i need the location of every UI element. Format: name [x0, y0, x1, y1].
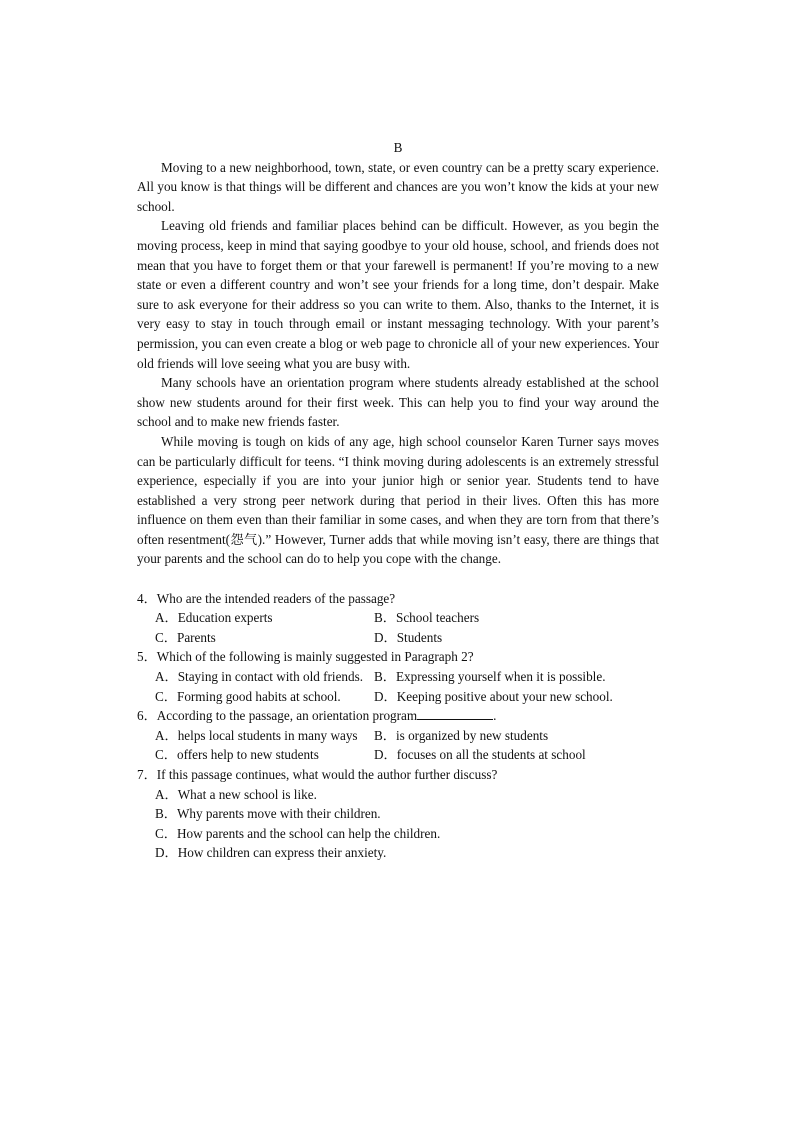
- option-a: A．helps local students in many ways: [155, 727, 358, 743]
- option-a: A．What a new school is like.: [155, 786, 317, 802]
- option-b: B．is organized by new students: [374, 727, 549, 743]
- option-d: D．Keeping positive about your new school.: [374, 688, 613, 704]
- paragraph-1: Moving to a new neighborhood, town, state, or even country can be a pretty scary experience. All you know is that things will be different and chances are you won’t know the kids at your new school.: [137, 159, 659, 214]
- paragraph-4: While moving is tough on kids of any age, high school counselor Karen Turner says moves can be particularly difficult for teens. “I think moving during adolescents is an extremely stressful experience, especially if you are into your junior high or senior year. Students tend to have established a very strong peer network during that period in their lives. Often this has more influence on them even than their familiar in some cases, and when they are torn from that there’s often resentment(怨气).” However, Turner adds that while moving isn’t easy, there are things that your parents and the school can do to help you cope with the change.: [137, 433, 659, 567]
- option-c: C．offers help to new students: [155, 747, 319, 763]
- document-page: [137, 138, 659, 863]
- option-b: B．School teachers: [374, 610, 480, 626]
- question-stem: According to the passage, an orientation program: [156, 708, 418, 724]
- option-d: D．Students: [374, 629, 443, 645]
- option-d: D．focuses on all the students at school: [374, 747, 586, 763]
- question-7: [137, 765, 659, 785]
- question-stem: Who are the intended readers of the passage?: [156, 590, 396, 606]
- option-row: [137, 804, 659, 824]
- question-number: 6．: [137, 708, 157, 724]
- option-d: D．How children can express their anxiety.: [155, 845, 387, 861]
- question-list: [137, 589, 659, 863]
- option-b: B．Expressing yourself when it is possible.: [374, 669, 606, 685]
- question-4: [137, 589, 659, 609]
- question-number: 5．: [137, 649, 157, 665]
- option-row: [137, 785, 659, 805]
- option-row: [137, 843, 659, 863]
- option-c: C．How parents and the school can help the children.: [155, 825, 441, 841]
- option-b: B．Why parents move with their children.: [155, 806, 381, 822]
- paragraph-3: Many schools have an orientation program where students already established at the school show new students around for their first week. This can help you to find your way around the school and to make new friends faster.: [137, 375, 659, 430]
- answer-blank: [417, 707, 493, 720]
- passage-title: B: [393, 140, 403, 155]
- option-row: [137, 824, 659, 844]
- option-row: [137, 667, 659, 687]
- option-row: [137, 628, 659, 648]
- option-row: [137, 608, 659, 628]
- question-stem: If this passage continues, what would the author further discuss?: [156, 767, 498, 782]
- question-6: [137, 706, 659, 726]
- question-number: 4．: [137, 590, 157, 606]
- option-row: [137, 745, 659, 765]
- option-row: [137, 726, 659, 746]
- option-c: C．Parents: [155, 629, 216, 645]
- paragraph-2: Leaving old friends and familiar places behind can be difficult. However, as you begin the moving process, keep in mind that saying goodbye to your old house, school, and friends does not mean that you have to forget them or that your farewell is permanent! If you’re moving to a new state or even a different country and won’t see your friends for a long time, don’t despair. Make sure to ask everyone for their address so you can write to them. Also, thanks to the Internet, it is very easy to stay in touch through email or instant messaging technology. With your parent’s permission, you can even create a blog or web page to chronicle all of your new experiences. Your old friends will love seeing what you are busy with.: [137, 218, 659, 371]
- option-c: C．Forming good habits at school.: [155, 688, 341, 704]
- option-row: [137, 687, 659, 707]
- question-5: [137, 647, 659, 667]
- question-stem: Which of the following is mainly suggested in Paragraph 2?: [156, 649, 474, 665]
- question-stem-end: .: [493, 708, 497, 724]
- question-number: 7．: [137, 767, 157, 782]
- option-a: A．Education experts: [155, 610, 273, 626]
- option-a: A．Staying in contact with old friends.: [155, 669, 364, 685]
